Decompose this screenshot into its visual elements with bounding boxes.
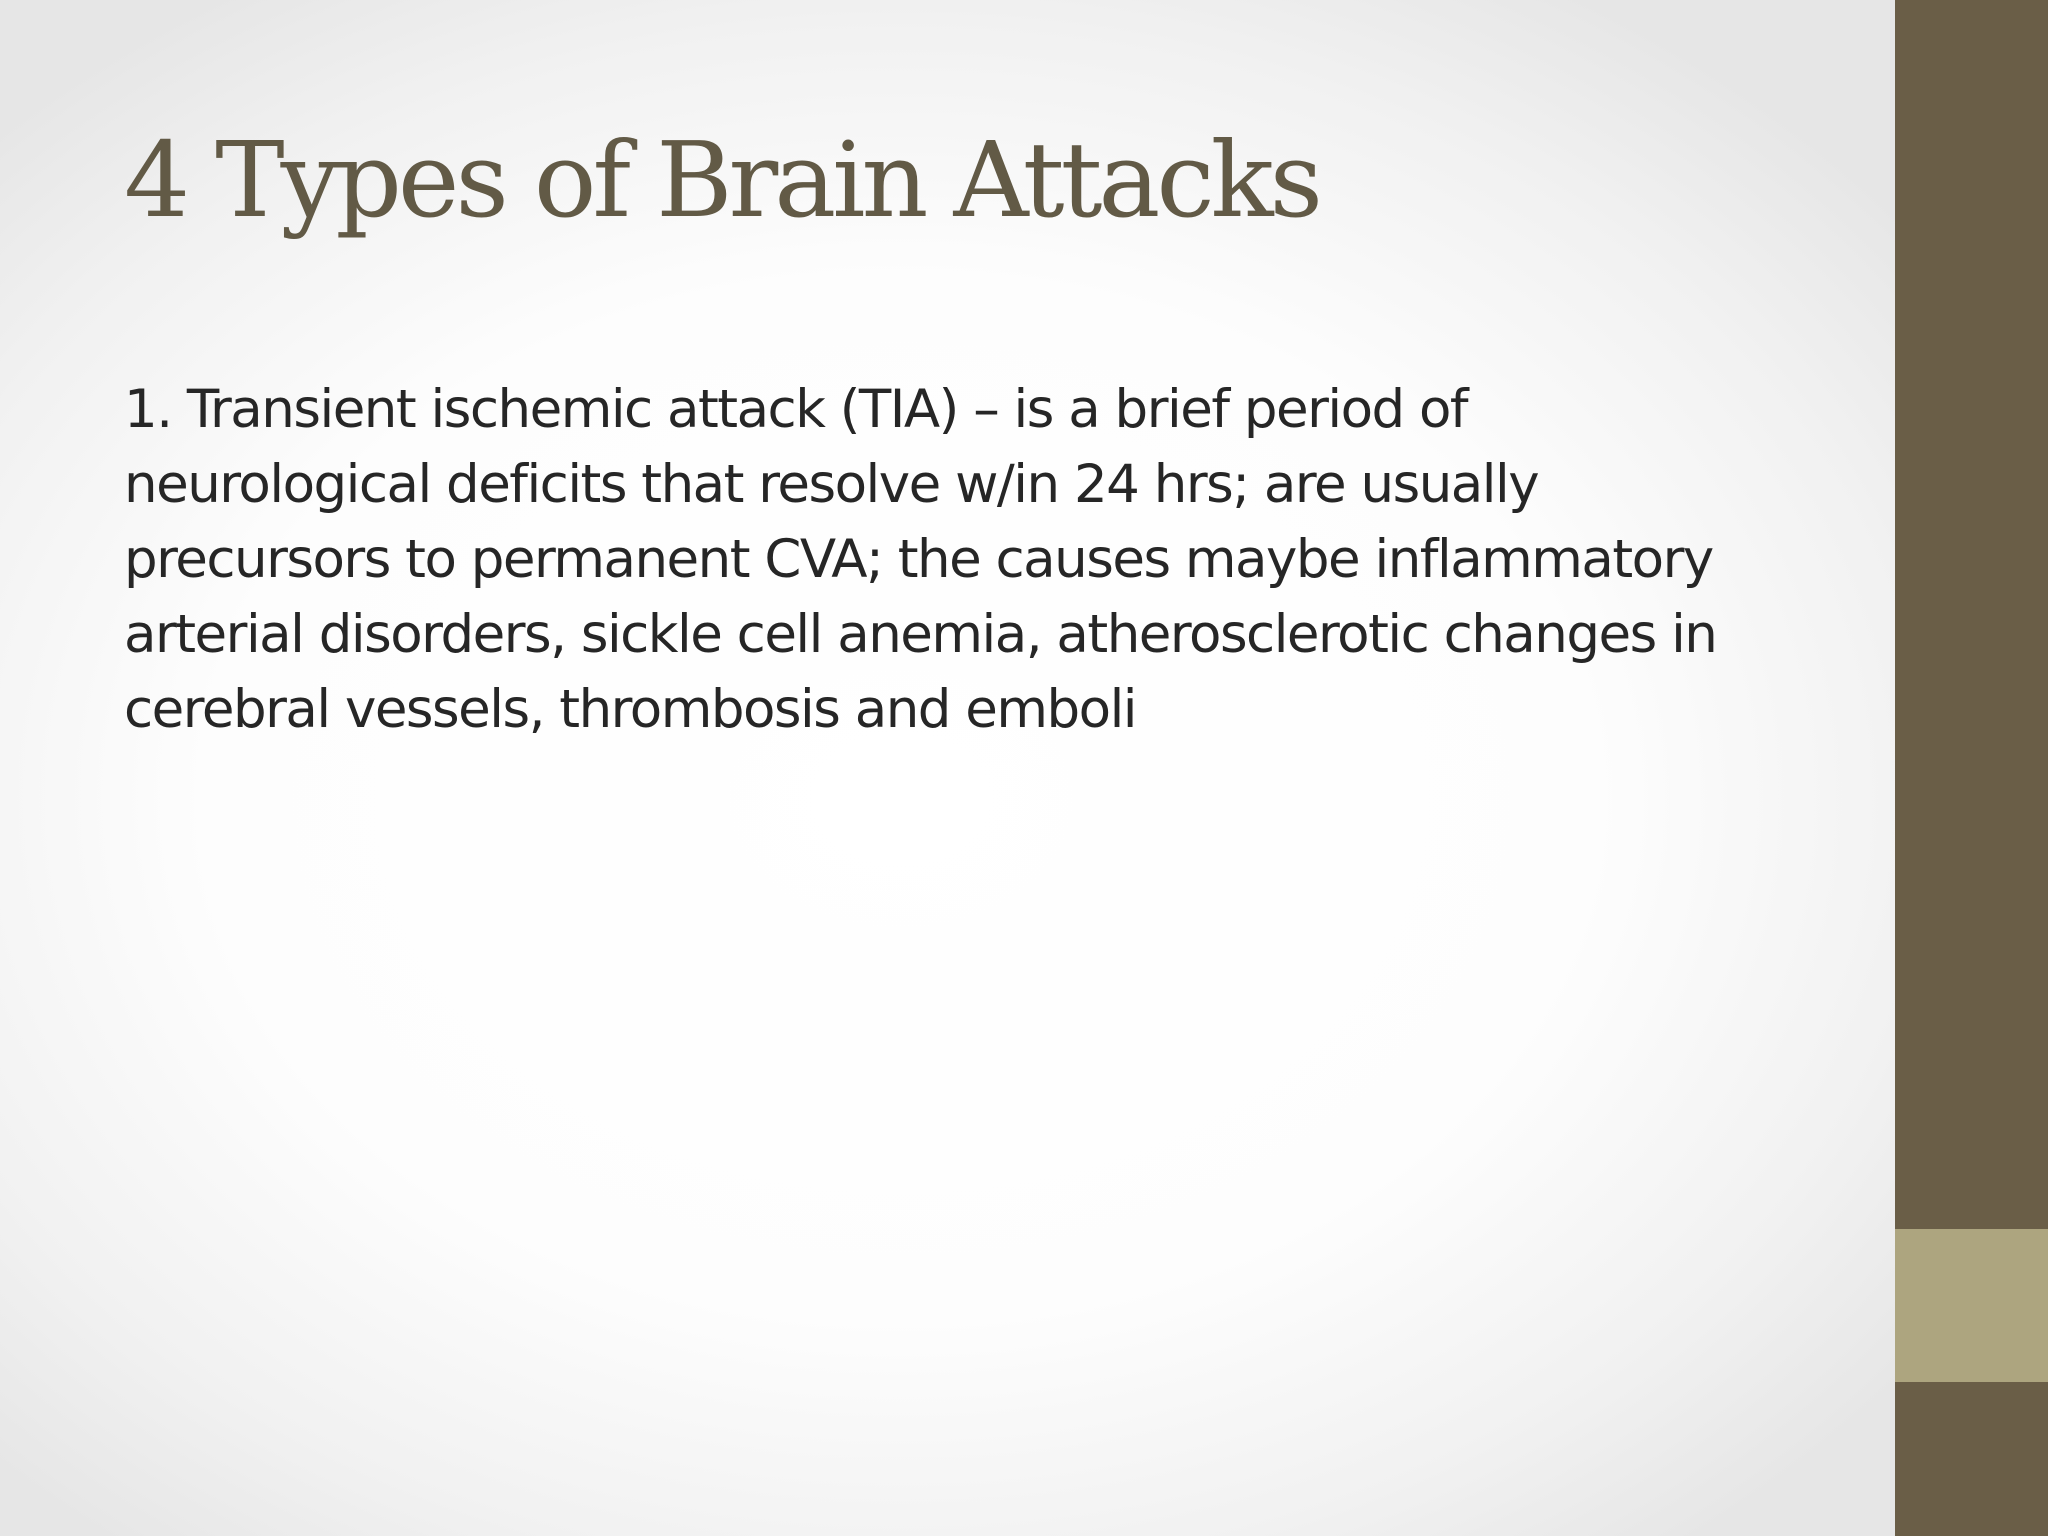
slide-title: 4 Types of Brain Attacks xyxy=(124,119,1320,241)
slide-body xyxy=(124,372,1824,747)
body-line: 1. Transient ischemic attack (TIA) – is a brief period of xyxy=(124,379,1468,440)
body-line: arterial disorders, sickle cell anemia, atherosclerotic changes in xyxy=(124,604,1717,665)
decorative-side-bar-accent xyxy=(1895,1229,2048,1382)
body-line: neurological deficits that resolve w/in 24 hrs; are usually xyxy=(124,454,1539,515)
body-line: cerebral vessels, thrombosis and emboli xyxy=(124,679,1137,740)
body-line: precursors to permanent CVA; the causes maybe inflammatory xyxy=(124,529,1713,590)
